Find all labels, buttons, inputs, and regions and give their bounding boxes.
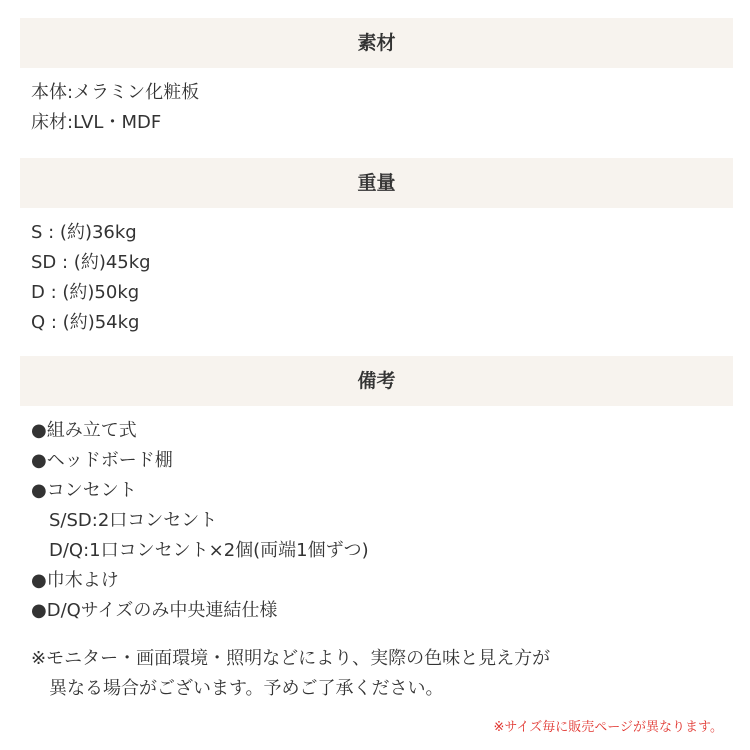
material-line-floor: 床材:LVL・MDF <box>31 112 162 133</box>
material-section-header <box>20 18 733 68</box>
notes-section-title: 備考 <box>357 370 396 392</box>
weight-section-header <box>20 158 733 208</box>
note-outlet-s-sd: S/SD:2口コンセント <box>49 510 218 531</box>
caution-line-1: ※モニター・画面環境・照明などにより、実際の色味と見え方が <box>31 648 551 669</box>
size-footnote: ※サイズ毎に販売ページが異なります。 <box>493 720 723 735</box>
notes-details <box>31 416 369 626</box>
weight-section-title: 重量 <box>357 172 396 194</box>
note-outlet: ●コンセント <box>31 480 137 501</box>
weight-line-q: Q : (約)54kg <box>31 312 140 333</box>
weight-line-s: S : (約)36kg <box>31 222 137 243</box>
note-outlet-d-q: D/Q:1口コンセント×2個(両端1個ずつ) <box>49 540 369 561</box>
weight-line-d: D : (約)50kg <box>31 282 140 303</box>
material-details <box>31 78 199 138</box>
material-section-title: 素材 <box>357 32 396 54</box>
note-baseboard: ●巾木よけ <box>31 570 119 591</box>
color-caution <box>31 644 550 704</box>
note-headboard-shelf: ●ヘッドボード棚 <box>31 450 173 471</box>
caution-line-2: 異なる場合がございます。予めご了承ください。 <box>49 678 444 699</box>
material-line-body: 本体:メラミン化粧板 <box>31 82 200 103</box>
note-assembly: ●組み立て式 <box>31 420 137 441</box>
notes-section-header <box>20 356 733 406</box>
weight-details <box>31 218 151 338</box>
note-center-connection: ●D/Qサイズのみ中央連結仕様 <box>31 600 278 621</box>
weight-line-sd: SD : (約)45kg <box>31 252 151 273</box>
